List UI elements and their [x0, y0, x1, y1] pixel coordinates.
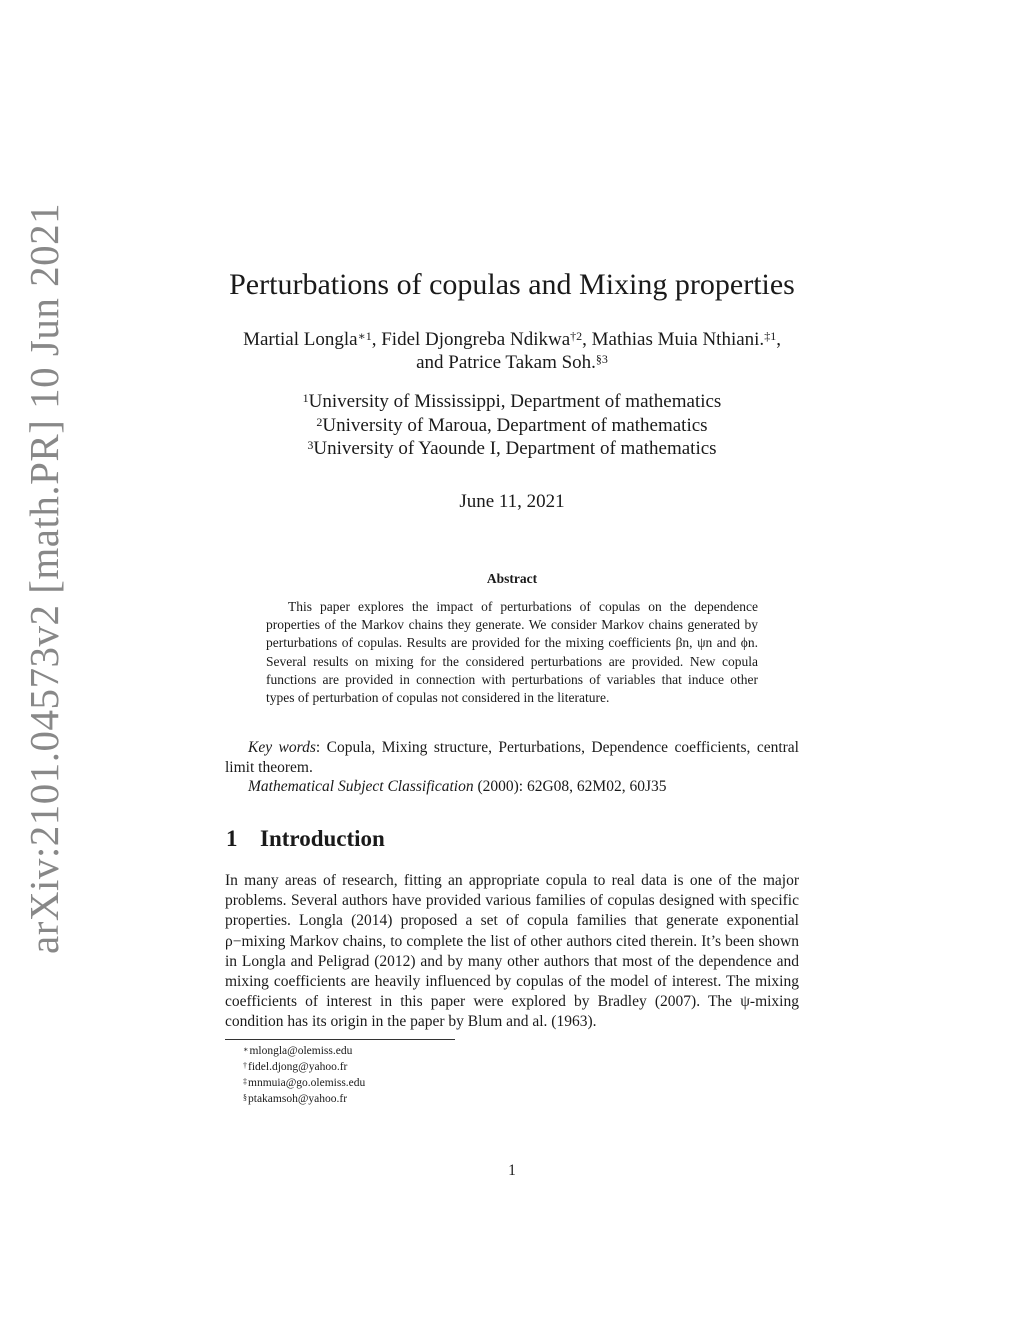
- author-name: Mathias Muia Nthiani.: [591, 329, 765, 350]
- footnote-mark: ‡: [243, 1077, 247, 1086]
- keywords-paragraph: [225, 738, 799, 777]
- author-mark: §3: [595, 352, 608, 366]
- author-mark: †2: [570, 329, 583, 343]
- affiliation-list: [0, 390, 1024, 461]
- page-number: 1: [508, 1162, 516, 1179]
- affiliation-text: University of Mississippi, Department of mathematics: [308, 391, 722, 412]
- footnote-mark: †: [243, 1061, 247, 1070]
- affiliation-text: University of Maroua, Department of mathematics: [322, 414, 708, 436]
- affiliation-mark: 1: [302, 391, 309, 405]
- footnote-email: mnmuia@go.olemiss.edu: [248, 1077, 366, 1089]
- keywords-label: Key words: [248, 739, 316, 756]
- affiliation-item: [0, 414, 1024, 438]
- section-title: Introduction: [260, 826, 385, 851]
- subject-classification: [248, 777, 808, 797]
- introduction-paragraph: In many areas of research, fitting an appropriate copula to real data is one of the major problems. Several authors have provided various families of copulas designed with specific properties. Longla (2014) proposed a set of copula families that generate exponential ρ−mixing Markov chains, to complete the list of other authors cited therein. It’s been shown in Longla and Peligrad (2012) and by many other authors that most of the dependence and mixing coefficients are heavily influenced by copulas of the model of interest. The mixing coefficients of interest in this paper were explored by Bradley (2007). The ψ-mixing condition has its origin in the paper by Blum and al. (1963).: [225, 872, 799, 1031]
- footnote-divider: [225, 1039, 455, 1040]
- abstract-text: This paper explores the impact of perturbations of copulas on the dependence properties of the Markov chains they generate. We consider Markov chains generated by perturbations of copulas. Results are provided for the mixing coefficients βn, ψn and ϕn. Several results on mixing for the considered perturbations are provided. New copula functions are provided in connection with perturbations of variables that induce other types of perturbation of copulas not considered in the literature.: [266, 599, 758, 706]
- publication-date: June 11, 2021: [459, 491, 565, 512]
- author-name: and Patrice Takam Soh.: [416, 352, 596, 373]
- author-mark: ‡1: [764, 329, 777, 343]
- footnote-mark: §: [243, 1093, 247, 1102]
- footnote-mark: ∗: [243, 1045, 249, 1054]
- msc-text: (2000): 62G08, 62M02, 60J35: [473, 778, 667, 795]
- footnote-email: ptakamsoh@yahoo.fr: [248, 1093, 348, 1105]
- footnote-item: [243, 1059, 365, 1075]
- affiliation-item: [0, 437, 1024, 461]
- abstract-heading: Abstract: [486, 571, 538, 586]
- author-mark: ∗1: [357, 329, 372, 343]
- footnote-list: [243, 1043, 365, 1107]
- keywords-text: : Copula, Mixing structure, Perturbations, Dependence coefficients, central limit theorem.: [225, 739, 799, 776]
- footnote-item: [243, 1091, 365, 1107]
- affiliation-mark: 2: [316, 414, 323, 429]
- author-name: Fidel Djongreba Ndikwa: [381, 329, 571, 350]
- paper-title: Perturbations of copulas and Mixing properties: [229, 268, 795, 301]
- author-name: Martial Longla: [243, 329, 358, 350]
- section-heading: [226, 826, 385, 852]
- arxiv-identifier-text: arXiv:2101.04573v2 [math.PR] 10 Jun 2021: [21, 202, 67, 954]
- footnote-email: fidel.djong@yahoo.fr: [248, 1061, 348, 1073]
- footnote-item: [243, 1075, 365, 1091]
- footnote-item: [243, 1043, 365, 1059]
- affiliation-item: [0, 390, 1024, 414]
- author-list: Martial Longla$^{∗1}$, Fidel Djongreba Ndikwa$^{\dagger 2}$, Mathias Muia Nthiani.$^{\ddagger 1}$, and Patrice Takam Soh.$^{\S 3}$: [243, 329, 781, 373]
- msc-label: Mathematical Subject Classification: [248, 778, 474, 795]
- section-number: 1: [226, 826, 238, 851]
- footnote-email: mlongla@olemiss.edu: [249, 1045, 353, 1057]
- affiliation-mark: 3: [307, 438, 314, 452]
- affiliation-text: University of Yaounde I, Department of mathematics: [313, 438, 717, 459]
